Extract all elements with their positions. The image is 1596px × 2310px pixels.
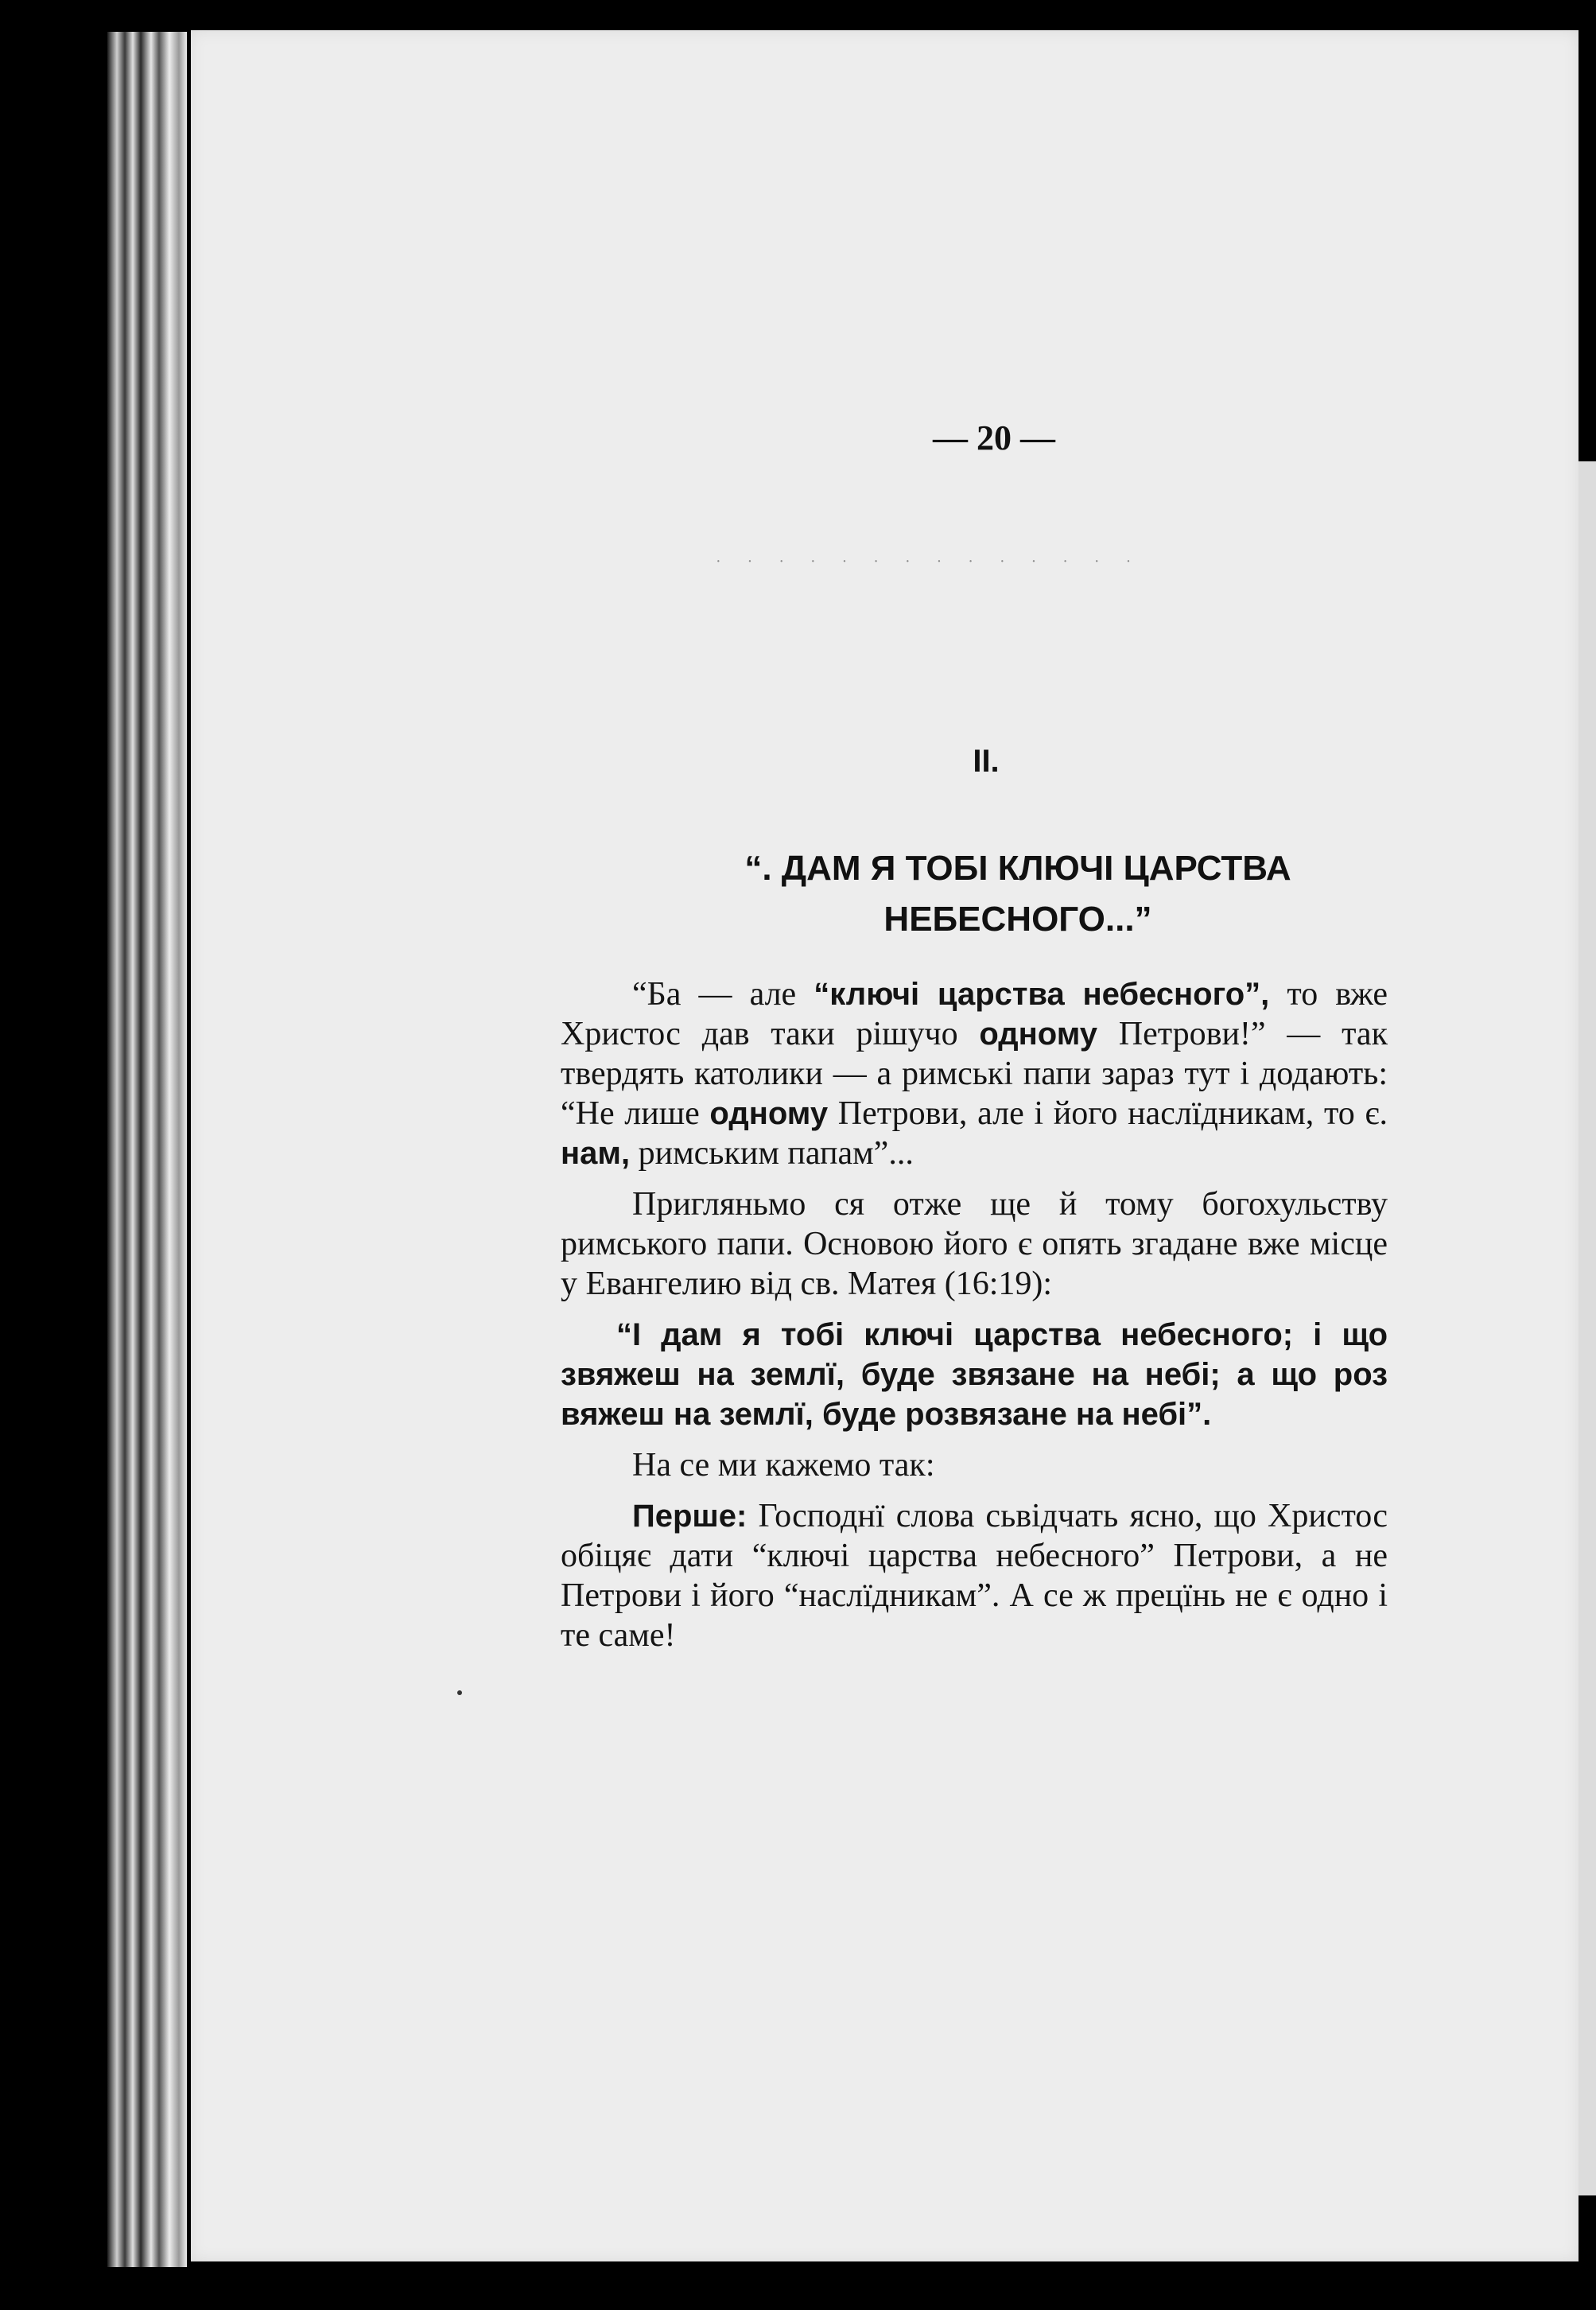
text-span: Господнї слова сьвідчать ясно, що Христос обіцяє дати “ключі царства небесного” Петрови, а не Петрови і його “наслїдникам”. А се ж прецїнь не є одно і те саме!	[561, 1498, 1388, 1654]
paragraph-1	[561, 974, 1388, 1173]
bold-word: нам,	[561, 1136, 631, 1171]
bold-word: одному	[979, 1017, 1098, 1052]
body-text	[561, 974, 1388, 1666]
bold-label: Перше:	[632, 1499, 748, 1534]
text-span: римським папам”...	[630, 1135, 914, 1172]
paragraph-4: На се ми кажемо так:	[632, 1447, 935, 1484]
text-span: то вже Христос дав таки рішучо	[561, 976, 1388, 1052]
paragraph-5	[561, 1496, 1388, 1655]
print-specks: · · · · · · · · · · · · · ·	[716, 553, 1143, 570]
chapter-title: “. ДАМ Я ТОБІ КЛЮЧІ ЦАРСТВА НЕБЕСНОГО...”	[744, 849, 1291, 939]
paragraph-2: Пригляньмо ся отже ще й тому богохульству римського папи. Основою його є опять згадане вже місце у Евангелию від св. Матея (16:19):	[561, 1186, 1388, 1302]
text-span: Петрови, але і його наслїдникам, то є.	[828, 1095, 1388, 1132]
stray-mark	[457, 1690, 462, 1695]
text-span: Петрови!” — так твердять католики — а римські папи зараз тут і додають: “Не лише	[561, 1016, 1388, 1132]
page-right-edge	[1579, 461, 1596, 2195]
bold-word: одному	[709, 1096, 829, 1131]
bold-phrase: “ключі царства небесного”,	[814, 977, 1270, 1012]
page-number: — 20 —	[933, 418, 1055, 457]
text-span: “Ба — але	[632, 976, 814, 1013]
scripture-quote: “І дам я тобі ключі царства небесного; і що звяжеш на землї, буде звязане на небі; а що роз вяжеш на землї, буде розвязане на небі”.	[561, 1317, 1388, 1432]
chapter-number: II.	[973, 744, 1000, 779]
book-page-edges	[107, 32, 187, 2267]
